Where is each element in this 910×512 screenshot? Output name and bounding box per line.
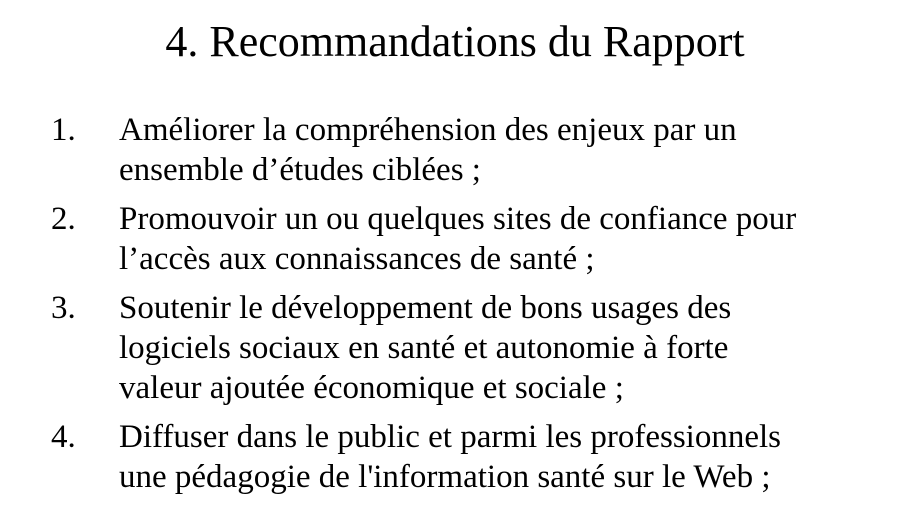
slide-title: 4. Recommandations du Rapport [165, 17, 745, 66]
list-item [51, 110, 901, 190]
list-item [51, 417, 901, 497]
item-number: 4. [51, 419, 76, 455]
item-text-line: valeur ajoutée économique et sociale ; [119, 370, 624, 406]
item-number: 1. [51, 112, 76, 148]
list-item [51, 288, 901, 408]
item-text-line: Diffuser dans le public et parmi les professionnels [119, 419, 781, 455]
item-text-line: Promouvoir un ou quelques sites de confiance pour [119, 201, 797, 237]
item-text-line: une pédagogie de l'information santé sur le Web ; [119, 459, 771, 495]
item-text-line: l’accès aux connaissances de santé ; [119, 241, 595, 277]
item-text-line: Améliorer la compréhension des enjeux par un [119, 112, 737, 148]
item-number: 3. [51, 290, 76, 326]
item-text-line: logiciels sociaux en santé et autonomie à forte [119, 330, 729, 366]
item-number: 2. [51, 201, 76, 237]
item-text-line: Soutenir le développement de bons usages des [119, 290, 732, 326]
list-item [51, 199, 901, 279]
recommendations-list [51, 110, 901, 506]
item-text-line: ensemble d’études ciblées ; [119, 152, 481, 188]
